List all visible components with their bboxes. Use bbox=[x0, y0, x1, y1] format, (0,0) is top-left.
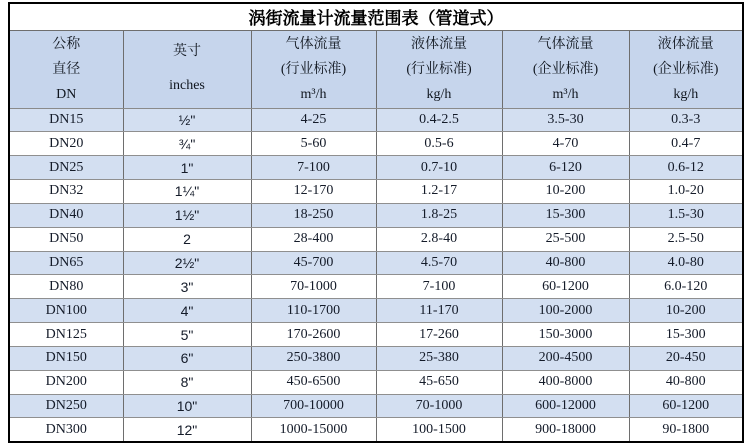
table-cell: 0.7-10 bbox=[376, 156, 502, 180]
table-row bbox=[9, 370, 743, 394]
header-line: 液体流量 bbox=[657, 36, 714, 52]
table-cell: 900-18000 bbox=[502, 418, 629, 442]
table-cell: 1.8-25 bbox=[376, 203, 502, 227]
table-cell: DN80 bbox=[9, 275, 123, 299]
table-cell: 60-1200 bbox=[629, 394, 743, 418]
table-row bbox=[9, 251, 743, 275]
header-line: inches bbox=[169, 78, 205, 93]
table-cell: 200-4500 bbox=[502, 346, 629, 370]
table-row bbox=[9, 346, 743, 370]
table-row bbox=[9, 156, 743, 180]
table-cell: 17-260 bbox=[376, 323, 502, 347]
table-cell: 4.0-80 bbox=[629, 251, 743, 275]
header-row bbox=[9, 30, 743, 108]
table-cell: 4" bbox=[123, 299, 251, 323]
table-cell: 5" bbox=[123, 323, 251, 347]
table-body bbox=[9, 108, 743, 442]
table-cell: 1000-15000 bbox=[251, 418, 376, 442]
table-cell: 6.0-120 bbox=[629, 275, 743, 299]
column-header-liquid-enterprise-standard bbox=[629, 30, 743, 108]
table-cell: 1½" bbox=[123, 203, 251, 227]
header-line: 公称 bbox=[52, 36, 81, 52]
table-row bbox=[9, 394, 743, 418]
table-cell: 4.5-70 bbox=[376, 251, 502, 275]
table-cell: 1.5-30 bbox=[629, 203, 743, 227]
table-cell: 3.5-30 bbox=[502, 108, 629, 132]
table-cell: DN300 bbox=[9, 418, 123, 442]
table-cell: DN15 bbox=[9, 108, 123, 132]
table-row bbox=[9, 227, 743, 251]
table-cell: 70-1000 bbox=[376, 394, 502, 418]
table-cell: 25-380 bbox=[376, 346, 502, 370]
header-line: m³/h bbox=[300, 86, 327, 102]
table-cell: 11-170 bbox=[376, 299, 502, 323]
table-cell: 0.6-12 bbox=[629, 156, 743, 180]
table-row bbox=[9, 108, 743, 132]
table-row bbox=[9, 203, 743, 227]
title-row bbox=[9, 3, 743, 30]
table-cell: 15-300 bbox=[629, 323, 743, 347]
table-cell: 100-2000 bbox=[502, 299, 629, 323]
table-row bbox=[9, 299, 743, 323]
header-line: (企业标准) bbox=[653, 61, 719, 77]
table-cell: 0.3-3 bbox=[629, 108, 743, 132]
table-cell: DN150 bbox=[9, 346, 123, 370]
column-header-dn bbox=[9, 30, 123, 108]
table-cell: 12-170 bbox=[251, 180, 376, 204]
table-row bbox=[9, 275, 743, 299]
table-cell: DN65 bbox=[9, 251, 123, 275]
table-cell: 150-3000 bbox=[502, 323, 629, 347]
table-cell: 2½" bbox=[123, 251, 251, 275]
table-cell: 7-100 bbox=[251, 156, 376, 180]
table-cell: 6-120 bbox=[502, 156, 629, 180]
header-line: 液体流量 bbox=[411, 36, 467, 52]
table-cell: 40-800 bbox=[629, 370, 743, 394]
table-row bbox=[9, 418, 743, 442]
column-header-gas-enterprise-standard bbox=[502, 30, 629, 108]
table-cell: 10" bbox=[123, 394, 251, 418]
header-line: 气体流量 bbox=[285, 36, 342, 52]
table-cell: 100-1500 bbox=[376, 418, 502, 442]
table-cell: 8" bbox=[123, 370, 251, 394]
table-head bbox=[9, 3, 743, 108]
header-line: kg/h bbox=[426, 86, 452, 102]
table-cell: 20-450 bbox=[629, 346, 743, 370]
table-cell: DN40 bbox=[9, 203, 123, 227]
table-row bbox=[9, 132, 743, 156]
table-cell: DN100 bbox=[9, 299, 123, 323]
table-cell: 3" bbox=[123, 275, 251, 299]
table-cell: 4-70 bbox=[502, 132, 629, 156]
table-cell: 1" bbox=[123, 156, 251, 180]
table-cell: 12" bbox=[123, 418, 251, 442]
table-cell: 1.2-17 bbox=[376, 180, 502, 204]
table-cell: 450-6500 bbox=[251, 370, 376, 394]
table-cell: 4-25 bbox=[251, 108, 376, 132]
header-line: kg/h bbox=[673, 86, 699, 102]
table-cell: 5-60 bbox=[251, 132, 376, 156]
table-cell: 600-12000 bbox=[502, 394, 629, 418]
table-cell: 7-100 bbox=[376, 275, 502, 299]
table-cell: 1¼" bbox=[123, 180, 251, 204]
header-line: (行业标准) bbox=[406, 61, 472, 77]
header-line: (行业标准) bbox=[280, 61, 347, 77]
header-line: 气体流量 bbox=[537, 36, 594, 52]
table-cell: 2 bbox=[123, 227, 251, 251]
table-cell: 170-2600 bbox=[251, 323, 376, 347]
table-cell: 18-250 bbox=[251, 203, 376, 227]
header-line: m³/h bbox=[552, 86, 579, 102]
table-cell: ¾" bbox=[123, 132, 251, 156]
table-cell: 45-700 bbox=[251, 251, 376, 275]
table-cell: 90-1800 bbox=[629, 418, 743, 442]
table-cell: 2.8-40 bbox=[376, 227, 502, 251]
table-cell: DN25 bbox=[9, 156, 123, 180]
table-cell: 1.0-20 bbox=[629, 180, 743, 204]
table-cell: DN125 bbox=[9, 323, 123, 347]
table-cell: 10-200 bbox=[629, 299, 743, 323]
table-cell: 60-1200 bbox=[502, 275, 629, 299]
table-cell: DN50 bbox=[9, 227, 123, 251]
table-cell: 40-800 bbox=[502, 251, 629, 275]
table-cell: 110-1700 bbox=[251, 299, 376, 323]
page-title: 涡街流量计流量范围表（管道式） bbox=[9, 3, 743, 30]
table-cell: DN200 bbox=[9, 370, 123, 394]
table-cell: 28-400 bbox=[251, 227, 376, 251]
table-cell: 15-300 bbox=[502, 203, 629, 227]
table-cell: DN20 bbox=[9, 132, 123, 156]
table-cell: 45-650 bbox=[376, 370, 502, 394]
table-cell: 70-1000 bbox=[251, 275, 376, 299]
table-cell: 10-200 bbox=[502, 180, 629, 204]
table-row bbox=[9, 180, 743, 204]
header-line: 直径 bbox=[52, 61, 81, 77]
table-cell: 700-10000 bbox=[251, 394, 376, 418]
column-header-inches bbox=[123, 30, 251, 108]
column-header-gas-industry-standard bbox=[251, 30, 376, 108]
header-line: 英寸 bbox=[173, 44, 201, 59]
table-cell: 0.4-2.5 bbox=[376, 108, 502, 132]
flow-range-table bbox=[8, 2, 744, 443]
table-cell: DN32 bbox=[9, 180, 123, 204]
table-cell: 6" bbox=[123, 346, 251, 370]
header-line: DN bbox=[56, 86, 77, 102]
header-line: (企业标准) bbox=[532, 61, 599, 77]
table-cell: 0.5-6 bbox=[376, 132, 502, 156]
table-row bbox=[9, 323, 743, 347]
table-cell: ½" bbox=[123, 108, 251, 132]
table-cell: DN250 bbox=[9, 394, 123, 418]
table-cell: 2.5-50 bbox=[629, 227, 743, 251]
table-cell: 0.4-7 bbox=[629, 132, 743, 156]
table-cell: 400-8000 bbox=[502, 370, 629, 394]
table-cell: 250-3800 bbox=[251, 346, 376, 370]
column-header-liquid-industry-standard bbox=[376, 30, 502, 108]
table-cell: 25-500 bbox=[502, 227, 629, 251]
